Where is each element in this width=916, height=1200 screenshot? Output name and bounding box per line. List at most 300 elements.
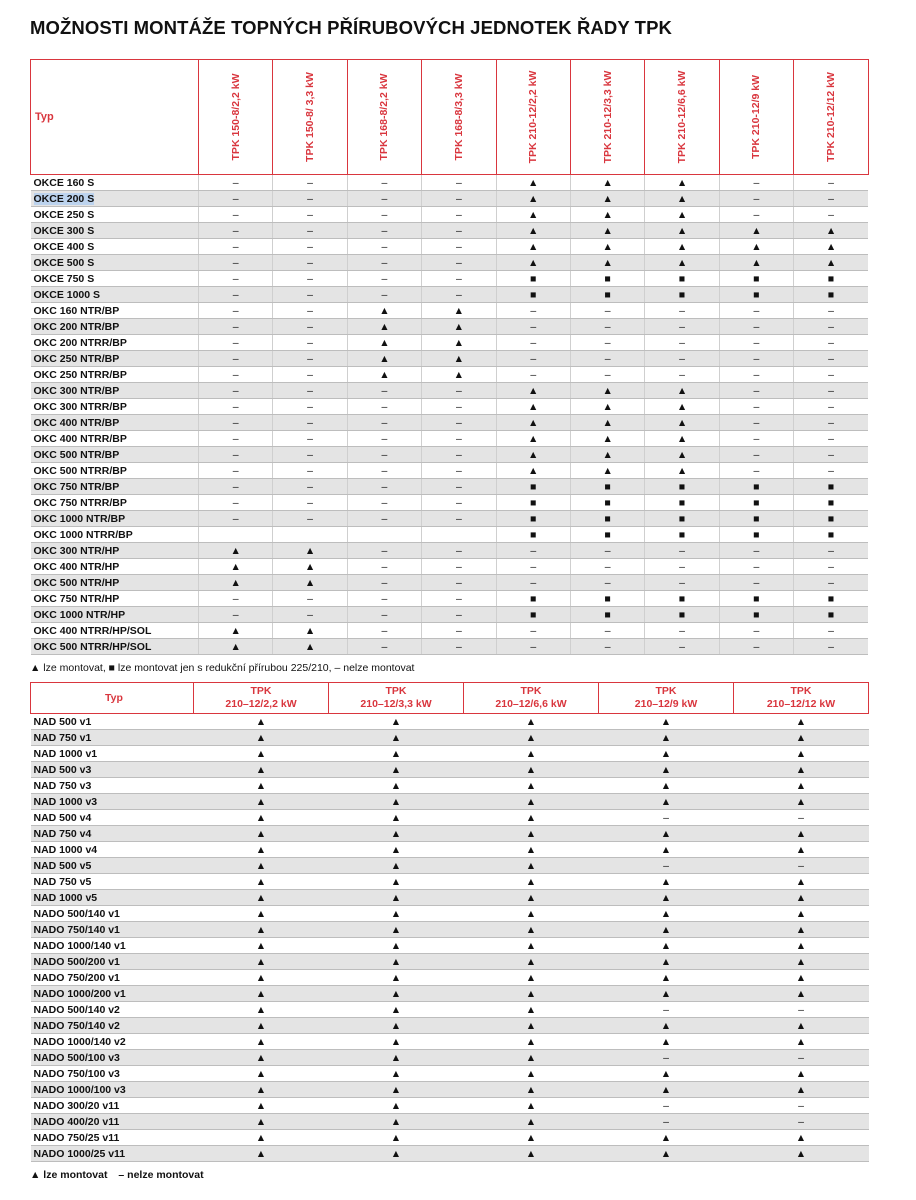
mount-cell: –	[599, 1114, 734, 1130]
mount-cell: –	[422, 191, 496, 207]
row-type-name	[31, 207, 199, 223]
row-type-name: NADO 300/20 v11	[31, 1098, 194, 1114]
mount-cell: –	[199, 255, 273, 271]
table-row	[31, 794, 869, 810]
table-row	[31, 383, 869, 399]
mount-cell: –	[719, 383, 793, 399]
legend-table1: ▲ lze montovat, ■ lze montovat jen s redukční přírubou 225/210, – nelze montovat	[30, 662, 415, 674]
mount-cell: ▲	[464, 1066, 599, 1082]
mount-cell: ▲	[719, 239, 793, 255]
mount-cell: –	[719, 559, 793, 575]
mount-cell: ▲	[464, 1146, 599, 1162]
row-type-name	[31, 319, 199, 335]
row-type-label: OKCE 200 S	[33, 192, 95, 205]
row-type-name: NAD 500 v1	[31, 714, 194, 730]
table-row	[31, 543, 869, 559]
mount-cell: ▲	[794, 223, 868, 239]
mount-cell: ▲	[734, 986, 869, 1002]
column-header-line2: 210–12/3,3 kW	[360, 698, 432, 710]
table-row	[31, 495, 869, 511]
table-row	[31, 1034, 869, 1050]
row-type-label: OKC 1000 NTRR/BP	[33, 528, 133, 541]
mount-cell: –	[719, 191, 793, 207]
mount-cell: ▲	[464, 922, 599, 938]
mount-cell: –	[645, 303, 719, 319]
mount-cell: ▲	[734, 906, 869, 922]
mount-cell: –	[794, 623, 868, 639]
table-row	[31, 730, 869, 746]
row-type-label: OKC 200 NTRR/BP	[33, 336, 127, 349]
mount-cell: –	[199, 351, 273, 367]
row-type-name: NAD 1000 v3	[31, 794, 194, 810]
mount-cell: –	[794, 351, 868, 367]
mount-cell: ▲	[464, 890, 599, 906]
mount-cell: –	[273, 431, 347, 447]
row-type-name	[31, 607, 199, 623]
mount-cell: –	[422, 223, 496, 239]
table-row	[31, 954, 869, 970]
table-row	[31, 511, 869, 527]
mount-cell: ▲	[347, 351, 421, 367]
mount-cell: –	[347, 623, 421, 639]
mount-cell: ■	[719, 495, 793, 511]
table-row	[31, 559, 869, 575]
mount-cell: ▲	[194, 922, 329, 938]
row-type-label: OKCE 160 S	[33, 176, 95, 189]
row-type-label: OKCE 250 S	[33, 208, 95, 221]
mount-cell: ▲	[422, 303, 496, 319]
mount-cell: ▲	[464, 730, 599, 746]
mount-cell: –	[422, 271, 496, 287]
mount-cell: –	[199, 415, 273, 431]
mount-cell	[273, 527, 347, 543]
mount-cell: ▲	[194, 1082, 329, 1098]
mount-cell: ▲	[496, 447, 570, 463]
table-row	[31, 207, 869, 223]
mount-cell: –	[422, 207, 496, 223]
mount-cell: ▲	[794, 239, 868, 255]
table-row	[31, 623, 869, 639]
row-type-name: NADO 1000/140 v2	[31, 1034, 194, 1050]
mount-cell: –	[645, 575, 719, 591]
mount-cell: –	[199, 495, 273, 511]
mount-cell: ▲	[199, 543, 273, 559]
row-type-label: OKC 300 NTRR/BP	[33, 400, 127, 413]
mount-cell: ▲	[422, 351, 496, 367]
table-row	[31, 1018, 869, 1034]
mount-cell: ▲	[329, 890, 464, 906]
mount-cell: ▲	[734, 1082, 869, 1098]
mount-cell: ▲	[464, 954, 599, 970]
mount-cell: –	[199, 175, 273, 191]
mount-cell: ▲	[570, 415, 644, 431]
mount-cell: ■	[645, 271, 719, 287]
mount-cell: ▲	[464, 810, 599, 826]
mount-cell: ▲	[599, 1082, 734, 1098]
row-type-label: OKCE 750 S	[33, 272, 95, 285]
table-row	[31, 874, 869, 890]
mount-cell: –	[719, 335, 793, 351]
mount-cell: –	[273, 479, 347, 495]
mount-cell: ▲	[496, 399, 570, 415]
mount-cell: –	[422, 239, 496, 255]
mount-cell: –	[570, 351, 644, 367]
mount-cell: ▲	[329, 842, 464, 858]
mount-cell: ▲	[734, 938, 869, 954]
mount-cell: –	[199, 399, 273, 415]
row-type-name	[31, 559, 199, 575]
mount-cell	[347, 527, 421, 543]
mount-cell: ▲	[329, 1146, 464, 1162]
row-type-name	[31, 255, 199, 271]
row-type-name: NADO 1000/140 v1	[31, 938, 194, 954]
mounting-table-okc	[30, 59, 869, 655]
mount-cell: ■	[719, 511, 793, 527]
mount-cell: –	[347, 511, 421, 527]
row-type-name: NADO 500/100 v3	[31, 1050, 194, 1066]
row-type-label: OKCE 500 S	[33, 256, 95, 269]
mount-cell: ▲	[194, 778, 329, 794]
row-type-label: OKC 250 NTR/BP	[33, 352, 120, 365]
row-type-label: OKC 750 NTR/BP	[33, 480, 120, 493]
mount-cell: ▲	[329, 1018, 464, 1034]
mount-cell: ▲	[734, 970, 869, 986]
mount-cell: ▲	[734, 1130, 869, 1146]
mount-cell: –	[273, 335, 347, 351]
table-row	[31, 239, 869, 255]
mount-cell: –	[794, 399, 868, 415]
mount-cell: –	[199, 463, 273, 479]
mount-cell: ▲	[194, 986, 329, 1002]
mount-cell: –	[199, 239, 273, 255]
table-row	[31, 191, 869, 207]
mount-cell: ■	[570, 495, 644, 511]
mount-cell: ■	[794, 479, 868, 495]
mount-cell: –	[422, 447, 496, 463]
column-header-line1: TPK	[385, 685, 407, 697]
mount-cell: –	[645, 367, 719, 383]
mount-cell: ▲	[329, 1034, 464, 1050]
mount-cell: –	[496, 303, 570, 319]
mount-cell: ▲	[422, 335, 496, 351]
mount-cell: ▲	[194, 1146, 329, 1162]
mount-cell: ▲	[273, 559, 347, 575]
table-header-row	[31, 60, 869, 175]
mount-cell: ▲	[599, 714, 734, 730]
row-type-name: NADO 1000/100 v3	[31, 1082, 194, 1098]
row-type-name	[31, 287, 199, 303]
table-row	[31, 335, 869, 351]
mount-cell: ▲	[329, 1114, 464, 1130]
mount-cell: –	[734, 1114, 869, 1130]
mount-cell: –	[422, 623, 496, 639]
mount-cell: ▲	[194, 1018, 329, 1034]
mount-cell: ▲	[645, 431, 719, 447]
mount-cell: ▲	[570, 447, 644, 463]
mount-cell: –	[719, 319, 793, 335]
row-type-label: OKC 160 NTR/BP	[33, 304, 120, 317]
mount-cell: ▲	[734, 922, 869, 938]
mount-cell: ▲	[570, 463, 644, 479]
mount-cell: ■	[645, 511, 719, 527]
mount-cell: –	[347, 255, 421, 271]
mount-cell: –	[794, 191, 868, 207]
mount-cell: ▲	[734, 1066, 869, 1082]
table-row	[31, 810, 869, 826]
column-header	[194, 683, 329, 714]
mount-cell: –	[719, 639, 793, 655]
mount-cell: ▲	[599, 778, 734, 794]
mount-cell: –	[496, 335, 570, 351]
row-type-name: NADO 750/25 v11	[31, 1130, 194, 1146]
mount-cell: –	[570, 623, 644, 639]
row-type-label: OKC 500 NTRR/BP	[33, 464, 127, 477]
table-row	[31, 463, 869, 479]
row-type-name	[31, 511, 199, 527]
mount-cell: ▲	[329, 906, 464, 922]
row-type-name	[31, 383, 199, 399]
column-header	[273, 60, 347, 175]
mount-cell: –	[645, 543, 719, 559]
mount-cell: –	[422, 511, 496, 527]
mount-cell: ■	[794, 287, 868, 303]
row-type-name	[31, 623, 199, 639]
mount-cell: –	[273, 463, 347, 479]
mount-cell: ▲	[464, 778, 599, 794]
mount-cell: ▲	[570, 255, 644, 271]
mount-cell: ■	[496, 511, 570, 527]
mount-cell: ▲	[599, 826, 734, 842]
mount-cell: ■	[570, 287, 644, 303]
mount-cell: –	[199, 479, 273, 495]
mount-cell: ▲	[273, 543, 347, 559]
column-header	[347, 60, 421, 175]
mount-cell	[422, 527, 496, 543]
mount-cell: ▲	[194, 874, 329, 890]
mount-cell: ▲	[570, 431, 644, 447]
mount-cell: –	[422, 175, 496, 191]
mount-cell: ▲	[194, 794, 329, 810]
table-row	[31, 431, 869, 447]
mount-cell: –	[719, 175, 793, 191]
mount-cell: –	[794, 447, 868, 463]
mount-cell: ▲	[464, 762, 599, 778]
mount-cell: ▲	[422, 319, 496, 335]
row-type-name	[31, 575, 199, 591]
table-header-row	[31, 683, 869, 714]
mount-cell: –	[273, 319, 347, 335]
row-type-label: OKC 1000 NTR/BP	[33, 512, 126, 525]
mount-cell: ■	[794, 495, 868, 511]
mount-cell: –	[347, 383, 421, 399]
mount-cell: –	[199, 607, 273, 623]
table-row	[31, 826, 869, 842]
mount-cell: ▲	[422, 367, 496, 383]
row-type-label: OKC 500 NTR/BP	[33, 448, 120, 461]
mount-cell: –	[719, 543, 793, 559]
mount-cell: –	[719, 575, 793, 591]
mount-cell: ▲	[329, 1050, 464, 1066]
mount-cell: –	[273, 447, 347, 463]
mount-cell: ▲	[329, 1130, 464, 1146]
column-header	[199, 60, 273, 175]
column-header-label: TPK 210-12/2,2 kW	[527, 70, 540, 164]
table-row	[31, 447, 869, 463]
mount-cell: ▲	[599, 762, 734, 778]
mount-cell: –	[570, 303, 644, 319]
mount-cell: –	[422, 543, 496, 559]
mount-cell: ▲	[734, 842, 869, 858]
mount-cell: ■	[719, 287, 793, 303]
mount-cell: ■	[496, 527, 570, 543]
mount-cell: ▲	[496, 175, 570, 191]
mount-cell: ▲	[464, 1114, 599, 1130]
mount-cell: –	[645, 639, 719, 655]
mount-cell: ■	[719, 479, 793, 495]
mount-cell: ▲	[194, 714, 329, 730]
mount-cell: –	[199, 207, 273, 223]
mount-cell: –	[273, 591, 347, 607]
table-row	[31, 223, 869, 239]
column-header	[496, 60, 570, 175]
mount-cell: –	[719, 303, 793, 319]
mount-cell: –	[347, 415, 421, 431]
mount-cell: –	[199, 335, 273, 351]
mount-cell: –	[719, 463, 793, 479]
table-row	[31, 938, 869, 954]
column-header	[570, 60, 644, 175]
mount-cell: ▲	[645, 191, 719, 207]
mount-cell: –	[734, 1002, 869, 1018]
row-type-name: NAD 500 v3	[31, 762, 194, 778]
column-header-label: TPK 150-8/2,2 kW	[229, 73, 242, 161]
table-row	[31, 986, 869, 1002]
mount-cell: ▲	[464, 842, 599, 858]
table-row	[31, 303, 869, 319]
mount-cell: –	[347, 591, 421, 607]
mount-cell: –	[734, 1050, 869, 1066]
mount-cell: ▲	[496, 431, 570, 447]
mount-cell: ■	[794, 271, 868, 287]
mount-cell: –	[496, 575, 570, 591]
column-header-line1: TPK	[250, 685, 272, 697]
mount-cell: –	[347, 607, 421, 623]
mount-cell: ▲	[329, 746, 464, 762]
mount-cell: –	[273, 271, 347, 287]
mount-cell: –	[570, 639, 644, 655]
mount-cell: –	[496, 319, 570, 335]
row-type-name: NADO 750/140 v2	[31, 1018, 194, 1034]
mount-cell: ■	[496, 591, 570, 607]
row-type-label: OKC 300 NTR/HP	[33, 544, 120, 557]
mount-cell: ■	[719, 607, 793, 623]
mounting-table-nad	[30, 682, 869, 1162]
table-row	[31, 175, 869, 191]
table-row	[31, 415, 869, 431]
mount-cell: –	[599, 1050, 734, 1066]
column-header-label: TPK 210-12/9 kW	[750, 74, 763, 160]
mount-cell: ▲	[570, 239, 644, 255]
mount-cell: ▲	[273, 623, 347, 639]
row-type-name: NADO 1000/25 v11	[31, 1146, 194, 1162]
mount-cell: ▲	[734, 1034, 869, 1050]
table-row	[31, 607, 869, 623]
mount-cell: –	[347, 191, 421, 207]
row-type-name: NAD 1000 v5	[31, 890, 194, 906]
row-type-name	[31, 367, 199, 383]
mount-cell: –	[273, 367, 347, 383]
mount-cell: –	[273, 351, 347, 367]
mount-cell: –	[496, 623, 570, 639]
mount-cell: –	[199, 319, 273, 335]
mount-cell: –	[794, 319, 868, 335]
mount-cell: ■	[645, 287, 719, 303]
mount-cell: ▲	[329, 1002, 464, 1018]
mount-cell: –	[347, 543, 421, 559]
mount-cell: ▲	[645, 207, 719, 223]
mount-cell: ▲	[464, 1018, 599, 1034]
table-row	[31, 1082, 869, 1098]
row-type-label: OKC 750 NTRR/BP	[33, 496, 127, 509]
row-type-name	[31, 271, 199, 287]
mount-cell: ▲	[734, 778, 869, 794]
mount-cell: ▲	[599, 1130, 734, 1146]
mount-cell: ▲	[645, 255, 719, 271]
mount-cell: ▲	[645, 223, 719, 239]
mount-cell: –	[719, 415, 793, 431]
mount-cell: ▲	[570, 399, 644, 415]
row-type-label: OKC 400 NTRR/BP	[33, 432, 127, 445]
mount-cell: –	[199, 271, 273, 287]
row-type-name	[31, 463, 199, 479]
mount-cell: ■	[794, 591, 868, 607]
column-header-line1: TPK	[655, 685, 677, 697]
mount-cell: –	[794, 431, 868, 447]
mount-cell: ■	[794, 527, 868, 543]
table-row	[31, 255, 869, 271]
mount-cell: –	[794, 415, 868, 431]
mount-cell: ▲	[719, 255, 793, 271]
mount-cell: ▲	[599, 794, 734, 810]
mount-cell: ▲	[194, 762, 329, 778]
mount-cell: ▲	[194, 1034, 329, 1050]
table-row	[31, 906, 869, 922]
mount-cell: –	[422, 431, 496, 447]
row-type-name: NADO 750/140 v1	[31, 922, 194, 938]
mount-cell: ▲	[645, 447, 719, 463]
mount-cell: –	[347, 175, 421, 191]
column-header-label: TPK 168-8/2,2 kW	[378, 73, 391, 161]
table-row	[31, 714, 869, 730]
mount-cell: ▲	[329, 1066, 464, 1082]
mount-cell: –	[794, 559, 868, 575]
mount-cell: ▲	[645, 383, 719, 399]
mount-cell: –	[273, 207, 347, 223]
mount-cell: ▲	[347, 335, 421, 351]
mount-cell: –	[273, 511, 347, 527]
mount-cell: ▲	[599, 1066, 734, 1082]
mount-cell: ▲	[719, 223, 793, 239]
mount-cell: ▲	[273, 575, 347, 591]
row-type-name: NADO 500/140 v2	[31, 1002, 194, 1018]
table-row	[31, 271, 869, 287]
column-header	[464, 683, 599, 714]
mount-cell: –	[570, 367, 644, 383]
row-type-name	[31, 351, 199, 367]
mount-cell: ▲	[464, 906, 599, 922]
row-type-name	[31, 223, 199, 239]
mount-cell: –	[645, 559, 719, 575]
